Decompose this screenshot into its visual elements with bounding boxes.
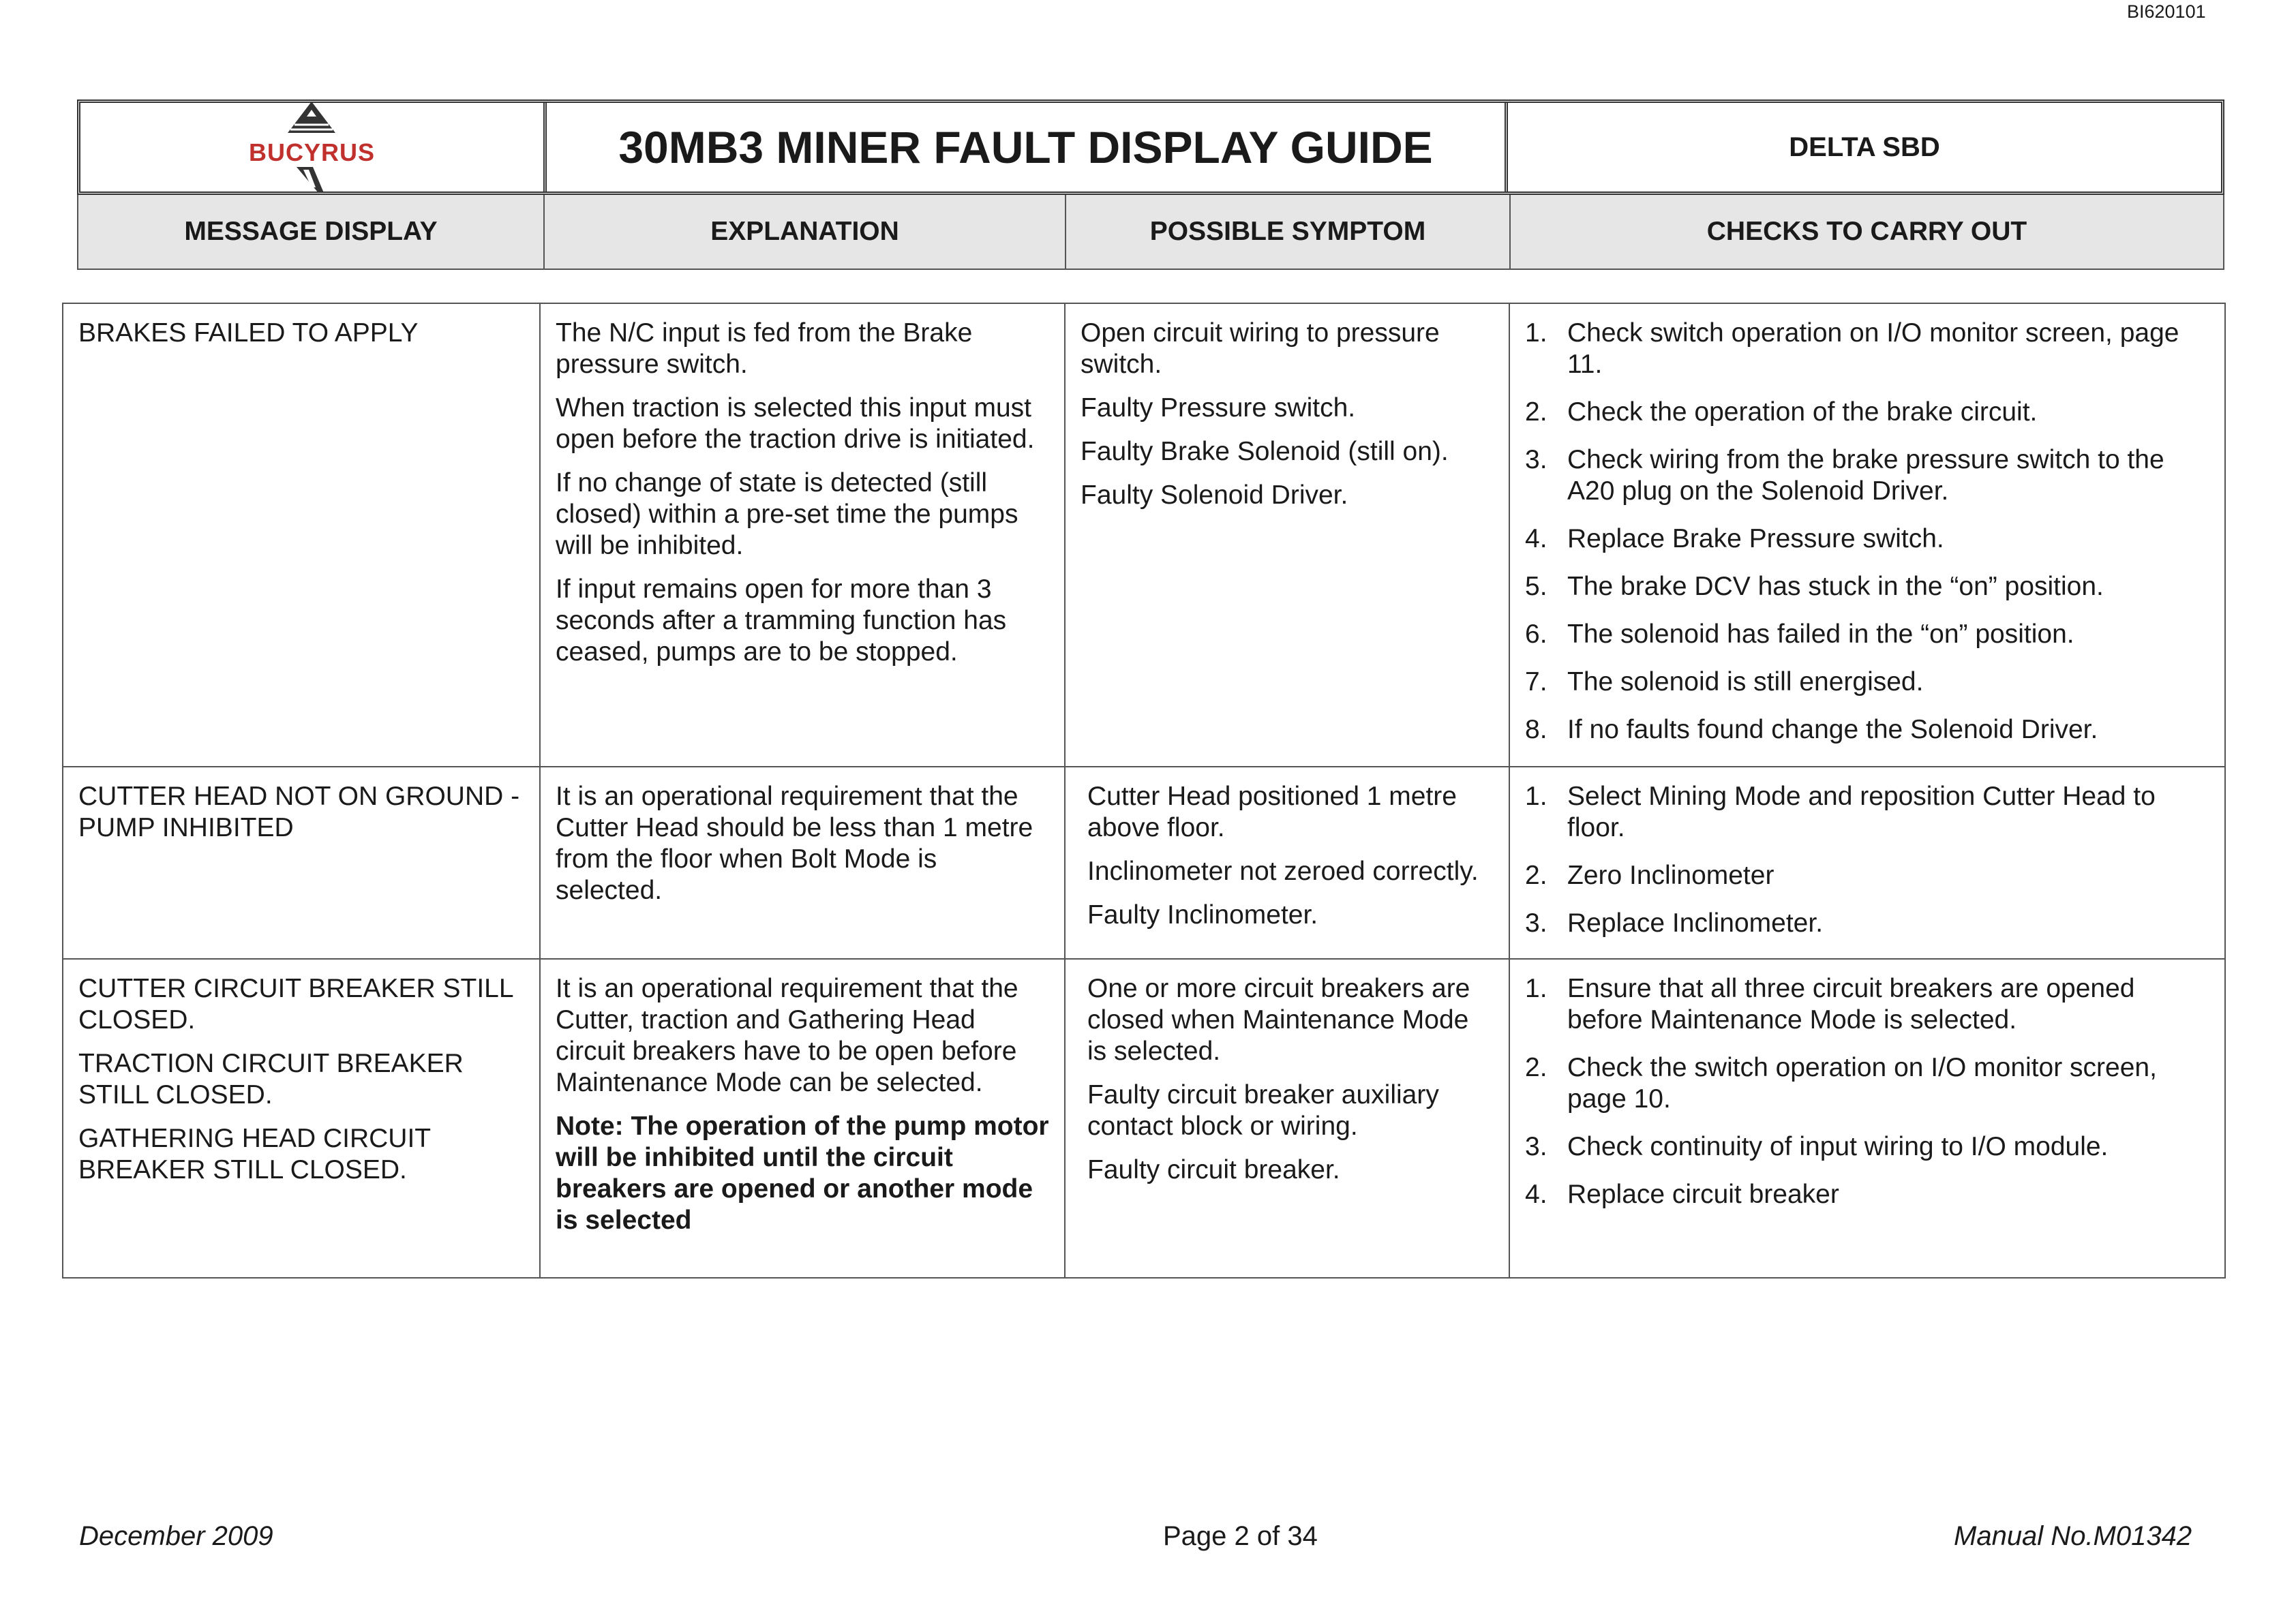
check-number: 1. (1525, 974, 1547, 1003)
check-item (1525, 908, 2211, 939)
column-header-message: MESSAGE DISPLAY (78, 195, 545, 269)
check-text: Replace circuit breaker (1567, 1180, 1839, 1210)
fault-row (63, 767, 2225, 959)
explanation-text: It is an operational requirement that the Cutter, traction and Gathering Head circuit breakers have to be open before Maintenance Mode can be selected. (556, 974, 1018, 1098)
check-text: The brake DCV has stuck in the “on” position. (1567, 572, 2104, 602)
symptom-cell (1065, 959, 1509, 1278)
fault-row (63, 303, 2225, 767)
symptom-text: Open circuit wiring to pressure switch. (1081, 318, 1440, 380)
footer-page-number: Page 2 of 34 (1163, 1521, 1318, 1551)
symptom-text: Faulty circuit breaker. (1087, 1155, 1340, 1185)
check-number: 1. (1525, 318, 1547, 348)
check-number: 6. (1525, 619, 1547, 649)
explanation-cell (540, 959, 1065, 1278)
checks-cell (1509, 959, 2225, 1278)
check-number: 3. (1525, 908, 1547, 938)
check-number: 3. (1525, 1132, 1547, 1162)
check-item (1525, 318, 2211, 380)
explanation-note: Note: The operation of the pump motor will be inhibited until the circuit breakers are opened or another mode is selected (556, 1112, 1049, 1236)
check-number: 2. (1525, 1053, 1547, 1083)
check-text: Zero Inclinometer (1567, 861, 1774, 891)
symptom-text: Faulty Brake Solenoid (still on). (1081, 437, 1449, 467)
symptom-text: Inclinometer not zeroed correctly. (1087, 857, 1479, 887)
check-text: Check the switch operation on I/O monitor screen, page 10. (1567, 1053, 2157, 1114)
checks-cell (1509, 303, 2225, 767)
check-number: 5. (1525, 572, 1547, 602)
message-display-cell (63, 767, 540, 959)
check-text: Check wiring from the brake pressure switch to the A20 plug on the Solenoid Driver. (1567, 445, 2164, 506)
symptom-text: Faulty Solenoid Driver. (1081, 480, 1348, 510)
check-item (1525, 667, 2211, 698)
check-text: Check switch operation on I/O monitor screen, page 11. (1567, 318, 2179, 380)
checks-list (1525, 781, 2211, 939)
header-title-row (77, 100, 2224, 195)
check-item (1525, 523, 2211, 555)
symptom-cell (1065, 767, 1509, 959)
message-text: CUTTER HEAD NOT ON GROUND - PUMP INHIBITED (78, 782, 520, 843)
fault-table (62, 303, 2226, 1279)
check-number: 4. (1525, 1180, 1547, 1210)
symptom-text: Faulty Inclinometer. (1087, 900, 1318, 930)
explanation-cell (540, 767, 1065, 959)
check-text: Replace Brake Pressure switch. (1567, 524, 1944, 554)
check-number: 4. (1525, 524, 1547, 554)
explanation-text: If no change of state is detected (still closed) within a pre-set time the pumps will be inhibited. (556, 468, 1018, 561)
footer-manual-number: Manual No.M01342 (1954, 1521, 2192, 1551)
check-item (1525, 397, 2211, 428)
explanation-text: When traction is selected this input must open before the traction drive is initiated. (556, 393, 1035, 455)
bucyrus-logo (249, 100, 375, 194)
check-item (1525, 1131, 2211, 1163)
check-number: 2. (1525, 861, 1547, 891)
check-text: Check continuity of input wiring to I/O module. (1567, 1132, 2109, 1162)
message-text: BRAKES FAILED TO APPLY (78, 318, 419, 348)
check-number: 7. (1525, 667, 1547, 697)
column-headers (77, 195, 2224, 270)
explanation-text: The N/C input is fed from the Brake pressure switch. (556, 318, 973, 380)
check-item (1525, 571, 2211, 602)
document-subject: DELTA SBD (1789, 132, 1940, 162)
check-item (1525, 444, 2211, 507)
column-header-checks: CHECKS TO CARRY OUT (1706, 217, 2027, 246)
message-text: CUTTER CIRCUIT BREAKER STILL CLOSED. (78, 974, 513, 1035)
column-header-symptom: POSSIBLE SYMPTOM (1066, 195, 1511, 269)
check-number: 2. (1525, 397, 1547, 427)
message-display-cell (63, 303, 540, 767)
check-text: Ensure that all three circuit breakers are opened before Maintenance Mode is selected. (1567, 974, 2135, 1035)
symptom-text: Faulty Pressure switch. (1081, 393, 1356, 423)
check-text: Replace Inclinometer. (1567, 908, 1824, 938)
check-number: 3. (1525, 445, 1547, 475)
check-item (1525, 619, 2211, 650)
checks-list (1525, 973, 2211, 1210)
checks-cell (1509, 767, 2225, 959)
document-title: 30MB3 MINER FAULT DISPLAY GUIDE (547, 103, 1508, 192)
check-item (1525, 714, 2211, 746)
document-reference: BI620101 (2127, 1, 2206, 22)
logo-text: BUCYRUS (248, 138, 375, 166)
check-item (1525, 781, 2211, 844)
check-number: 1. (1525, 782, 1547, 811)
check-text: Check the operation of the brake circuit. (1567, 397, 2038, 427)
symptom-text: Faulty circuit breaker auxiliary contact block or wiring. (1087, 1080, 1439, 1142)
explanation-cell (540, 303, 1065, 767)
check-item (1525, 973, 2211, 1036)
check-text: The solenoid has failed in the “on” position. (1567, 619, 2074, 649)
check-text: If no faults found change the Solenoid Driver. (1567, 715, 2098, 745)
check-item (1525, 1052, 2211, 1115)
symptom-cell (1065, 303, 1509, 767)
footer-date: December 2009 (79, 1521, 273, 1551)
check-item (1525, 1179, 2211, 1210)
check-text: The solenoid is still energised. (1567, 667, 1924, 697)
logo-stripes-icon (284, 167, 339, 194)
message-text: TRACTION CIRCUIT BREAKER STILL CLOSED. (78, 1049, 464, 1110)
message-text: GATHERING HEAD CIRCUIT BREAKER STILL CLOSED. (78, 1124, 431, 1185)
check-number: 8. (1525, 715, 1547, 745)
symptom-text: One or more circuit breakers are closed when Maintenance Mode is selected. (1087, 974, 1470, 1067)
explanation-text: If input remains open for more than 3 seconds after a tramming function has ceased, pumps are to be stopped. (556, 575, 1007, 667)
logo-cell (80, 103, 547, 192)
check-text: Select Mining Mode and reposition Cutter Head to floor. (1567, 782, 2156, 843)
symptom-text: Cutter Head positioned 1 metre above floor. (1087, 782, 1457, 843)
checks-list (1525, 318, 2211, 746)
column-header-explanation: EXPLANATION (545, 195, 1066, 269)
explanation-text: It is an operational requirement that the Cutter Head should be less than 1 metre from the floor when Bolt Mode is selected. (556, 782, 1033, 906)
check-item (1525, 860, 2211, 891)
fault-row (63, 959, 2225, 1278)
guide-header (77, 100, 2224, 270)
mountain-logo-icon (274, 100, 349, 142)
message-display-cell (63, 959, 540, 1278)
